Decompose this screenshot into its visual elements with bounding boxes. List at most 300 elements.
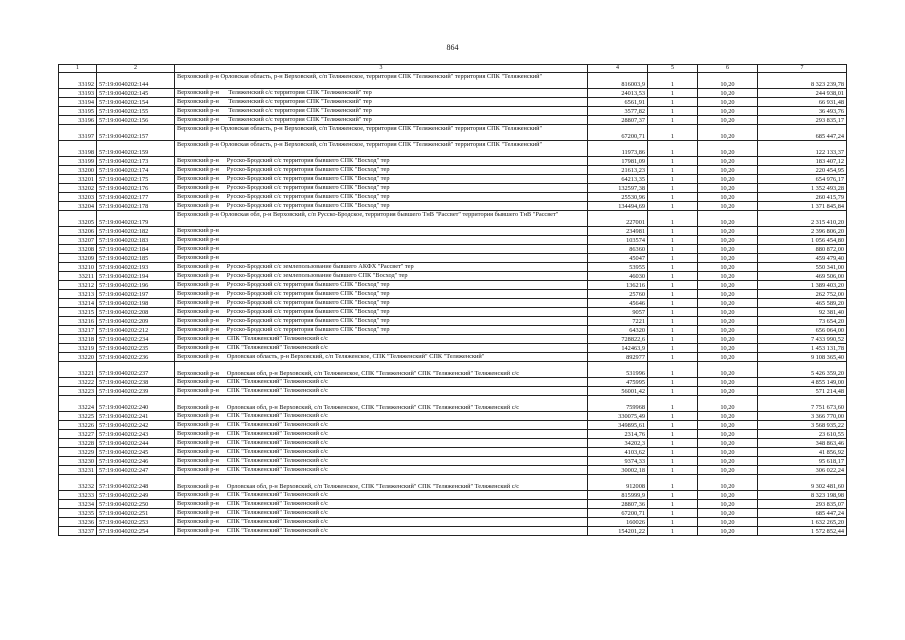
- row-number: 33236: [59, 518, 97, 527]
- location-description: Верховский р-н СПК "Теляженский" Теляженский с/с: [175, 430, 588, 439]
- quantity-value: 1: [648, 500, 698, 509]
- area-value: 17981,09: [588, 157, 648, 166]
- area-value: 67200,71: [588, 509, 648, 518]
- table-row: [59, 362, 847, 378]
- rate-value: 10,20: [698, 509, 758, 518]
- header-col-4: 4: [588, 65, 648, 73]
- cost-value: 4 855 149,00: [758, 378, 847, 387]
- cost-value: 348 863,46: [758, 439, 847, 448]
- location-description: Верховский р-н СПК "Теляженский" Теляженский с/с: [175, 335, 588, 344]
- location-description: Верховский р-н СПК "Теляженский" Теляженский с/с: [175, 500, 588, 509]
- cost-value: 260 415,79: [758, 193, 847, 202]
- area-value: 160026: [588, 518, 648, 527]
- location-description: Верховский р-н СПК "Теляженский" Теляженский с/с: [175, 448, 588, 457]
- location-description: Верховский р-н Теляженский с/с территория СПК "Теляженский" тер: [175, 98, 588, 107]
- row-number: 33222: [59, 378, 97, 387]
- table-row: [59, 439, 847, 448]
- quantity-value: 1: [648, 412, 698, 421]
- cost-value: 23 610,55: [758, 430, 847, 439]
- location-description: Верховский р-н Орловская обл, р-н Верховский, с/п Русско-Бродское, территория бывшего ТнВ "Рассвет" территория бывшего ТнВ "Рассвет": [175, 211, 588, 227]
- cost-value: 571 214,48: [758, 387, 847, 396]
- quantity-value: 1: [648, 344, 698, 353]
- header-col-1: 1: [59, 65, 97, 73]
- quantity-value: 1: [648, 141, 698, 157]
- location-description: Верховский р-н Русско-Бродский с/с землепользование бывшего АКФХ "Рассвет" тер: [175, 263, 588, 272]
- area-value: 4103,62: [588, 448, 648, 457]
- area-value: 759968: [588, 396, 648, 412]
- quantity-value: 1: [648, 125, 698, 141]
- rate-value: 10,20: [698, 466, 758, 475]
- row-number: 33196: [59, 116, 97, 125]
- location-description: Верховский р-н Русско-Бродский с/с территория бывшего СПК "Восход" тер: [175, 157, 588, 166]
- area-value: 30002,18: [588, 466, 648, 475]
- row-number: 33231: [59, 466, 97, 475]
- quantity-value: 1: [648, 211, 698, 227]
- cadastral-number: 57:19:0040202:185: [97, 254, 175, 263]
- table-row: [59, 335, 847, 344]
- row-number: 33212: [59, 281, 97, 290]
- rate-value: 10,20: [698, 353, 758, 362]
- rate-value: 10,20: [698, 344, 758, 353]
- table-row: [59, 317, 847, 326]
- cadastral-number: 57:19:0040202:212: [97, 326, 175, 335]
- location-description: Верховский р-н СПК "Теляженский" Теляженский с/с: [175, 387, 588, 396]
- row-number: 33215: [59, 308, 97, 317]
- rate-value: 10,20: [698, 89, 758, 98]
- location-description: Верховский р-н СПК "Теляженский" Теляженский с/с: [175, 412, 588, 421]
- rate-value: 10,20: [698, 166, 758, 175]
- location-description: Верховский р-н Орловская область, р-н Верховский, с/п Теляженское, территория СПК "Теляженский" территория СПК "Теляженский": [175, 141, 588, 157]
- table-row: [59, 227, 847, 236]
- cadastral-number: 57:19:0040202:246: [97, 457, 175, 466]
- quantity-value: 1: [648, 281, 698, 290]
- quantity-value: 1: [648, 263, 698, 272]
- cadastral-number: 57:19:0040202:193: [97, 263, 175, 272]
- cost-value: 3 366 770,00: [758, 412, 847, 421]
- area-value: 34202,3: [588, 439, 648, 448]
- area-value: 142463,9: [588, 344, 648, 353]
- quantity-value: 1: [648, 362, 698, 378]
- table-row: [59, 527, 847, 536]
- location-description: Верховский р-н СПК "Теляженский" Теляженский с/с: [175, 421, 588, 430]
- rate-value: 10,20: [698, 362, 758, 378]
- table-row: [59, 457, 847, 466]
- cost-value: 8 323 198,98: [758, 491, 847, 500]
- cost-value: 92 381,40: [758, 308, 847, 317]
- row-number: 33228: [59, 439, 97, 448]
- table-row: [59, 184, 847, 193]
- row-number: 33234: [59, 500, 97, 509]
- cost-value: 5 426 359,20: [758, 362, 847, 378]
- land-plots-table: [58, 64, 847, 536]
- area-value: 815999,9: [588, 491, 648, 500]
- table-row: [59, 166, 847, 175]
- location-description: Верховский р-н Орловская область, р-н Верховский, с/п Теляженское, территория СПК "Теляженский" территория СПК "Теляженский": [175, 125, 588, 141]
- rate-value: 10,20: [698, 412, 758, 421]
- row-number: 33223: [59, 387, 97, 396]
- rate-value: 10,20: [698, 211, 758, 227]
- rate-value: 10,20: [698, 263, 758, 272]
- cadastral-number: 57:19:0040202:144: [97, 73, 175, 89]
- cadastral-number: 57:19:0040202:244: [97, 439, 175, 448]
- quantity-value: 1: [648, 527, 698, 536]
- area-value: 7221: [588, 317, 648, 326]
- cadastral-number: 57:19:0040202:173: [97, 157, 175, 166]
- rate-value: 10,20: [698, 317, 758, 326]
- cadastral-number: 57:19:0040202:178: [97, 202, 175, 211]
- quantity-value: 1: [648, 116, 698, 125]
- area-value: 892977: [588, 353, 648, 362]
- cadastral-number: 57:19:0040202:248: [97, 475, 175, 491]
- cadastral-number: 57:19:0040202:159: [97, 141, 175, 157]
- cadastral-number: 57:19:0040202:177: [97, 193, 175, 202]
- table-row: [59, 509, 847, 518]
- area-value: 25760: [588, 290, 648, 299]
- area-value: 86360: [588, 245, 648, 254]
- row-number: 33208: [59, 245, 97, 254]
- table-row: [59, 254, 847, 263]
- quantity-value: 1: [648, 475, 698, 491]
- rate-value: 10,20: [698, 193, 758, 202]
- table-row: [59, 73, 847, 89]
- row-number: 33210: [59, 263, 97, 272]
- cost-value: 1 632 265,20: [758, 518, 847, 527]
- table-row: [59, 141, 847, 157]
- table-row: [59, 466, 847, 475]
- table-row: [59, 475, 847, 491]
- row-number: 33229: [59, 448, 97, 457]
- location-description: Верховский р-н Теляженский с/с территория СПК "Теляженский" тер: [175, 107, 588, 116]
- rate-value: 10,20: [698, 125, 758, 141]
- row-number: 33235: [59, 509, 97, 518]
- area-value: 2314,76: [588, 430, 648, 439]
- quantity-value: 1: [648, 457, 698, 466]
- row-number: 33220: [59, 353, 97, 362]
- cadastral-number: 57:19:0040202:247: [97, 466, 175, 475]
- row-number: 33232: [59, 475, 97, 491]
- table-row: [59, 157, 847, 166]
- table-row: [59, 107, 847, 116]
- quantity-value: 1: [648, 335, 698, 344]
- cadastral-number: 57:19:0040202:239: [97, 387, 175, 396]
- quantity-value: 1: [648, 98, 698, 107]
- rate-value: 10,20: [698, 308, 758, 317]
- rate-value: 10,20: [698, 378, 758, 387]
- quantity-value: 1: [648, 166, 698, 175]
- area-value: 67200,71: [588, 125, 648, 141]
- table-row: [59, 202, 847, 211]
- cadastral-number: 57:19:0040202:237: [97, 362, 175, 378]
- cost-value: 880 872,00: [758, 245, 847, 254]
- row-number: 33216: [59, 317, 97, 326]
- row-number: 33225: [59, 412, 97, 421]
- cost-value: 293 835,07: [758, 500, 847, 509]
- quantity-value: 1: [648, 193, 698, 202]
- table-row: [59, 98, 847, 107]
- location-description: Верховский р-н Орловская обл, р-н Верховский, с/п Теляженское, СПК "Теляженский" СПК "Теляженский" Теляженский с/с: [175, 396, 588, 412]
- quantity-value: 1: [648, 236, 698, 245]
- row-number: 33203: [59, 193, 97, 202]
- quantity-value: 1: [648, 245, 698, 254]
- area-value: 103574: [588, 236, 648, 245]
- quantity-value: 1: [648, 439, 698, 448]
- rate-value: 10,20: [698, 518, 758, 527]
- cost-value: 220 454,95: [758, 166, 847, 175]
- rate-value: 10,20: [698, 116, 758, 125]
- cadastral-number: 57:19:0040202:155: [97, 107, 175, 116]
- cadastral-number: 57:19:0040202:235: [97, 344, 175, 353]
- cadastral-number: 57:19:0040202:234: [97, 335, 175, 344]
- table-row: [59, 299, 847, 308]
- quantity-value: 1: [648, 396, 698, 412]
- cadastral-number: 57:19:0040202:209: [97, 317, 175, 326]
- cadastral-number: 57:19:0040202:194: [97, 272, 175, 281]
- quantity-value: 1: [648, 157, 698, 166]
- quantity-value: 1: [648, 308, 698, 317]
- cadastral-number: 57:19:0040202:249: [97, 491, 175, 500]
- row-number: 33214: [59, 299, 97, 308]
- quantity-value: 1: [648, 184, 698, 193]
- cadastral-number: 57:19:0040202:253: [97, 518, 175, 527]
- area-value: 45646: [588, 299, 648, 308]
- area-value: 6561,91: [588, 98, 648, 107]
- cadastral-number: 57:19:0040202:251: [97, 509, 175, 518]
- area-value: 816003,9: [588, 73, 648, 89]
- row-number: 33209: [59, 254, 97, 263]
- table-row: [59, 396, 847, 412]
- cadastral-number: 57:19:0040202:179: [97, 211, 175, 227]
- rate-value: 10,20: [698, 290, 758, 299]
- location-description: Верховский р-н Русско-Бродский с/с территория бывшего СПК "Восход" тер: [175, 299, 588, 308]
- cost-value: 7 433 990,52: [758, 335, 847, 344]
- table-row: [59, 344, 847, 353]
- rate-value: 10,20: [698, 254, 758, 263]
- quantity-value: 1: [648, 387, 698, 396]
- cost-value: 459 479,40: [758, 254, 847, 263]
- cadastral-number: 57:19:0040202:175: [97, 175, 175, 184]
- area-value: 134494,69: [588, 202, 648, 211]
- cost-value: 654 976,17: [758, 175, 847, 184]
- rate-value: 10,20: [698, 73, 758, 89]
- cadastral-number: 57:19:0040202:174: [97, 166, 175, 175]
- rate-value: 10,20: [698, 202, 758, 211]
- quantity-value: 1: [648, 518, 698, 527]
- quantity-value: 1: [648, 448, 698, 457]
- quantity-value: 1: [648, 430, 698, 439]
- table-row: [59, 491, 847, 500]
- location-description: Верховский р-н Орловская обл, р-н Верховский, с/п Теляженское, СПК "Теляженский" СПК "Теляженский" Теляженский с/с: [175, 475, 588, 491]
- cost-value: 122 133,37: [758, 141, 847, 157]
- location-description: Верховский р-н СПК "Теляженский" Теляженский с/с: [175, 509, 588, 518]
- area-value: 46030: [588, 272, 648, 281]
- rate-value: 10,20: [698, 98, 758, 107]
- cost-value: 41 856,92: [758, 448, 847, 457]
- cost-value: 9 302 481,60: [758, 475, 847, 491]
- table-row: [59, 290, 847, 299]
- row-number: 33195: [59, 107, 97, 116]
- area-value: 28807,37: [588, 116, 648, 125]
- table-row: [59, 448, 847, 457]
- cadastral-number: 57:19:0040202:156: [97, 116, 175, 125]
- area-value: 28807,36: [588, 500, 648, 509]
- rate-value: 10,20: [698, 157, 758, 166]
- cost-value: 1 389 403,20: [758, 281, 847, 290]
- rate-value: 10,20: [698, 175, 758, 184]
- row-number: 33237: [59, 527, 97, 536]
- cost-value: 244 938,01: [758, 89, 847, 98]
- cadastral-number: 57:19:0040202:208: [97, 308, 175, 317]
- row-number: 33198: [59, 141, 97, 157]
- table-row: [59, 175, 847, 184]
- rate-value: 10,20: [698, 281, 758, 290]
- rate-value: 10,20: [698, 227, 758, 236]
- row-number: 33218: [59, 335, 97, 344]
- location-description: Верховский р-н: [175, 254, 588, 263]
- cost-value: 36 493,76: [758, 107, 847, 116]
- cadastral-number: 57:19:0040202:176: [97, 184, 175, 193]
- rate-value: 10,20: [698, 236, 758, 245]
- location-description: Верховский р-н Русско-Бродский с/с территория бывшего СПК "Восход" тер: [175, 184, 588, 193]
- table-row: [59, 125, 847, 141]
- quantity-value: 1: [648, 272, 698, 281]
- location-description: Верховский р-н СПК "Теляженский" Теляженский с/с: [175, 466, 588, 475]
- location-description: Верховский р-н Русско-Бродский с/с землепользование бывшего СПК "Восход" тер: [175, 272, 588, 281]
- table-row: [59, 89, 847, 98]
- row-number: 33219: [59, 344, 97, 353]
- location-description: Верховский р-н Орловская обл, р-н Верховский, с/п Теляженское, СПК "Теляженский" СПК "Теляженский" Теляженский с/с: [175, 362, 588, 378]
- row-number: 33207: [59, 236, 97, 245]
- cost-value: 1 371 845,84: [758, 202, 847, 211]
- area-value: 64320: [588, 326, 648, 335]
- quantity-value: 1: [648, 299, 698, 308]
- table-row: [59, 281, 847, 290]
- cost-value: 73 654,20: [758, 317, 847, 326]
- row-number: 33213: [59, 290, 97, 299]
- quantity-value: 1: [648, 326, 698, 335]
- rate-value: 10,20: [698, 421, 758, 430]
- table-row: [59, 236, 847, 245]
- quantity-value: 1: [648, 290, 698, 299]
- cadastral-number: 57:19:0040202:184: [97, 245, 175, 254]
- rate-value: 10,20: [698, 439, 758, 448]
- area-value: 25530,96: [588, 193, 648, 202]
- quantity-value: 1: [648, 421, 698, 430]
- rate-value: 10,20: [698, 141, 758, 157]
- location-description: Верховский р-н СПК "Теляженский" Теляженский с/с: [175, 344, 588, 353]
- row-number: 33206: [59, 227, 97, 236]
- rate-value: 10,20: [698, 491, 758, 500]
- cadastral-number: 57:19:0040202:197: [97, 290, 175, 299]
- table-row: [59, 245, 847, 254]
- table-row: [59, 272, 847, 281]
- location-description: Верховский р-н Русско-Бродский с/с территория бывшего СПК "Восход" тер: [175, 317, 588, 326]
- cadastral-number: 57:19:0040202:145: [97, 89, 175, 98]
- row-number: 33194: [59, 98, 97, 107]
- area-value: 9374,33: [588, 457, 648, 466]
- row-number: 33199: [59, 157, 97, 166]
- page-number: 864: [446, 43, 459, 52]
- area-value: 56001,42: [588, 387, 648, 396]
- table-row: [59, 412, 847, 421]
- quantity-value: 1: [648, 378, 698, 387]
- table-row: [59, 193, 847, 202]
- location-description: Верховский р-н СПК "Теляженский" Теляженский с/с: [175, 491, 588, 500]
- quantity-value: 1: [648, 227, 698, 236]
- row-number: 33202: [59, 184, 97, 193]
- header-col-5: 5: [648, 65, 698, 73]
- rate-value: 10,20: [698, 430, 758, 439]
- cost-value: 306 022,24: [758, 466, 847, 475]
- rate-value: 10,20: [698, 335, 758, 344]
- area-value: 3577,82: [588, 107, 648, 116]
- table-row: [59, 263, 847, 272]
- header-col-7: 7: [758, 65, 847, 73]
- quantity-value: 1: [648, 175, 698, 184]
- cadastral-number: 57:19:0040202:183: [97, 236, 175, 245]
- cost-value: 3 568 935,22: [758, 421, 847, 430]
- cost-value: 469 506,00: [758, 272, 847, 281]
- row-number: 33221: [59, 362, 97, 378]
- quantity-value: 1: [648, 73, 698, 89]
- rate-value: 10,20: [698, 396, 758, 412]
- location-description: Верховский р-н Русско-Бродский с/с территория бывшего СПК "Восход" тер: [175, 326, 588, 335]
- quantity-value: 1: [648, 353, 698, 362]
- cadastral-number: 57:19:0040202:241: [97, 412, 175, 421]
- area-value: 912008: [588, 475, 648, 491]
- rate-value: 10,20: [698, 245, 758, 254]
- row-number: 33204: [59, 202, 97, 211]
- location-description: Верховский р-н Русско-Бродский с/с территория бывшего СПК "Восход" тер: [175, 175, 588, 184]
- cost-value: 9 108 365,40: [758, 353, 847, 362]
- cost-value: 550 341,00: [758, 263, 847, 272]
- area-value: 64213,35: [588, 175, 648, 184]
- area-value: 234981: [588, 227, 648, 236]
- rate-value: 10,20: [698, 107, 758, 116]
- table-row: [59, 116, 847, 125]
- location-description: Верховский р-н Русско-Бродский с/с территория бывшего СПК "Восход" тер: [175, 193, 588, 202]
- table-row: [59, 378, 847, 387]
- cost-value: 95 618,17: [758, 457, 847, 466]
- location-description: Верховский р-н Русско-Бродский с/с территория бывшего СПК "Восход" тер: [175, 281, 588, 290]
- cost-value: 1 572 852,44: [758, 527, 847, 536]
- cost-value: 7 751 673,60: [758, 396, 847, 412]
- row-number: 33201: [59, 175, 97, 184]
- area-value: 475995: [588, 378, 648, 387]
- area-value: 11973,86: [588, 141, 648, 157]
- row-number: 33200: [59, 166, 97, 175]
- cost-value: 8 323 239,78: [758, 73, 847, 89]
- table-row: [59, 387, 847, 396]
- rate-value: 10,20: [698, 475, 758, 491]
- row-number: 33205: [59, 211, 97, 227]
- cost-value: 2 396 806,20: [758, 227, 847, 236]
- area-value: 330075,49: [588, 412, 648, 421]
- table-row: [59, 500, 847, 509]
- row-number: 33224: [59, 396, 97, 412]
- cost-value: 1 056 454,80: [758, 236, 847, 245]
- cadastral-number: 57:19:0040202:198: [97, 299, 175, 308]
- area-value: 21613,23: [588, 166, 648, 175]
- area-value: 136216: [588, 281, 648, 290]
- location-description: Верховский р-н Орловская область, р-н Верховский, с/п Теляженское, территория СПК "Теляженский" территория СПК "Теляженский": [175, 73, 588, 89]
- location-description: Верховский р-н Орловская область, р-н Верховский, с/п Теляженское, СПК "Теляженский" СПК "Теляженский": [175, 353, 588, 362]
- rate-value: 10,20: [698, 387, 758, 396]
- cost-value: 685 447,24: [758, 125, 847, 141]
- row-number: 33192: [59, 73, 97, 89]
- area-value: 531996: [588, 362, 648, 378]
- cadastral-number: 57:19:0040202:196: [97, 281, 175, 290]
- rate-value: 10,20: [698, 500, 758, 509]
